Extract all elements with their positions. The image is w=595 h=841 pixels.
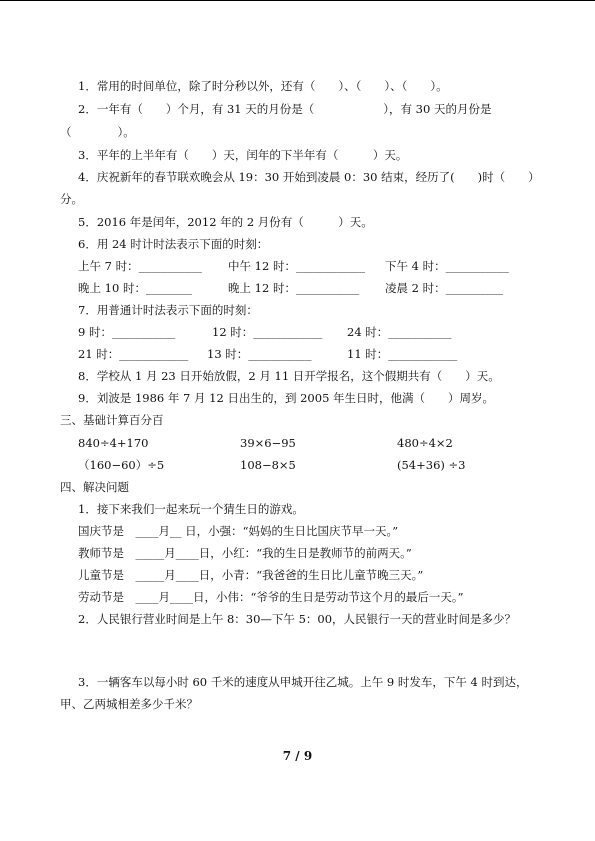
question-3: 3．平年的上半年有（ ）天，闰年的下半年有（ ）天。	[78, 148, 408, 162]
top-rule	[0, 0, 595, 1]
question-2-line-1: 2．一年有（ ）个月，有 31 天的月份是（ ），有 30 天的月份是	[78, 102, 492, 116]
calc-item: 39×6−95	[240, 436, 296, 450]
q7-item: 13 时：___________	[207, 347, 312, 361]
page-number: 7 / 9	[282, 749, 313, 763]
q6-item: 下午 4 时：___________	[385, 259, 509, 273]
q6-item: 中午 12 时：____________	[228, 259, 365, 273]
q6-item: 晚上 10 时：________	[78, 281, 192, 295]
problem-1-line: 劳动节是 ____月____日，小伟：“爷爷的生日是劳动节这个月的最后一天。”	[78, 590, 464, 604]
question-5: 5．2016 年是闰年，2012 年的 2 月份有（ ）天。	[78, 215, 373, 229]
question-1: 1．常用的时间单位，除了时分秒以外，还有（ ）、（ ）、（ ）。	[78, 79, 448, 93]
calc-item: 480÷4×2	[397, 436, 453, 450]
calc-item: 108−8×5	[240, 458, 296, 472]
q6-item: 晚上 12 时：___________	[228, 281, 360, 295]
question-4-line-1: 4．庆祝新年的春节联欢晚会从 19：30 开始到凌晨 0：30 结束，经历了( )时（ ）	[78, 170, 540, 184]
q7-item: 12 时：____________	[212, 325, 323, 339]
q7-item: 9 时：___________	[78, 325, 176, 339]
calc-item: 840÷4+170	[78, 436, 149, 450]
problem-3-line-2: 甲、乙两城相差多少千米？	[60, 697, 198, 711]
section-3-heading: 三、基础计算百分百	[60, 413, 164, 427]
section-4-heading: 四、解决问题	[60, 480, 129, 494]
q7-item: 24 时：___________	[347, 325, 452, 339]
problem-2: 2．人民银行营业时间是上午 8：30—下午 5：00，人民银行一天的营业时间是多少？	[78, 612, 517, 626]
question-7: 7．用普通计时法表示下面的时刻：	[78, 303, 258, 317]
q6-item: 上午 7 时：___________	[78, 259, 202, 273]
q6-item: 凌晨 2 时：__________	[385, 281, 504, 295]
problem-3-line-1: 3．一辆客车以每小时 60 千米的速度从甲城开往乙城。上午 9 时发车，下午 4 时到达，	[78, 675, 528, 689]
question-2-line-2: （ ）。	[60, 125, 135, 139]
problem-1-line: 教师节是 _____月____日，小红：“我的生日是教师节的前两天。”	[78, 546, 412, 560]
question-4-line-2: 分。	[60, 192, 83, 206]
problem-1: 1．接下来我们一起来玩一个猜生日的游戏。	[78, 502, 304, 516]
q7-item: 21 时：____________	[78, 347, 189, 361]
calc-item: （160−60）÷5	[78, 458, 165, 472]
calc-item: (54+36) ÷3	[397, 458, 466, 472]
question-8: 8．学校从 1 月 23 日开始放假，2 月 11 日开学报名，这个假期共有（ ）天。	[78, 369, 500, 383]
problem-1-line: 国庆节是 ____月__ 日，小强：“妈妈的生日比国庆节早一天。”	[78, 524, 399, 538]
question-9: 9．刘波是 1986 年 7 月 12 日出生的，到 2005 年生日时，他满（ ）周岁。	[78, 391, 495, 405]
q7-item: 11 时：____________	[347, 347, 458, 361]
question-6: 6．用 24 时计时法表示下面的时刻：	[78, 237, 269, 251]
problem-1-line: 儿童节是 _____月____日，小青：“我爸爸的生日比儿童节晚三天。”	[78, 568, 424, 582]
